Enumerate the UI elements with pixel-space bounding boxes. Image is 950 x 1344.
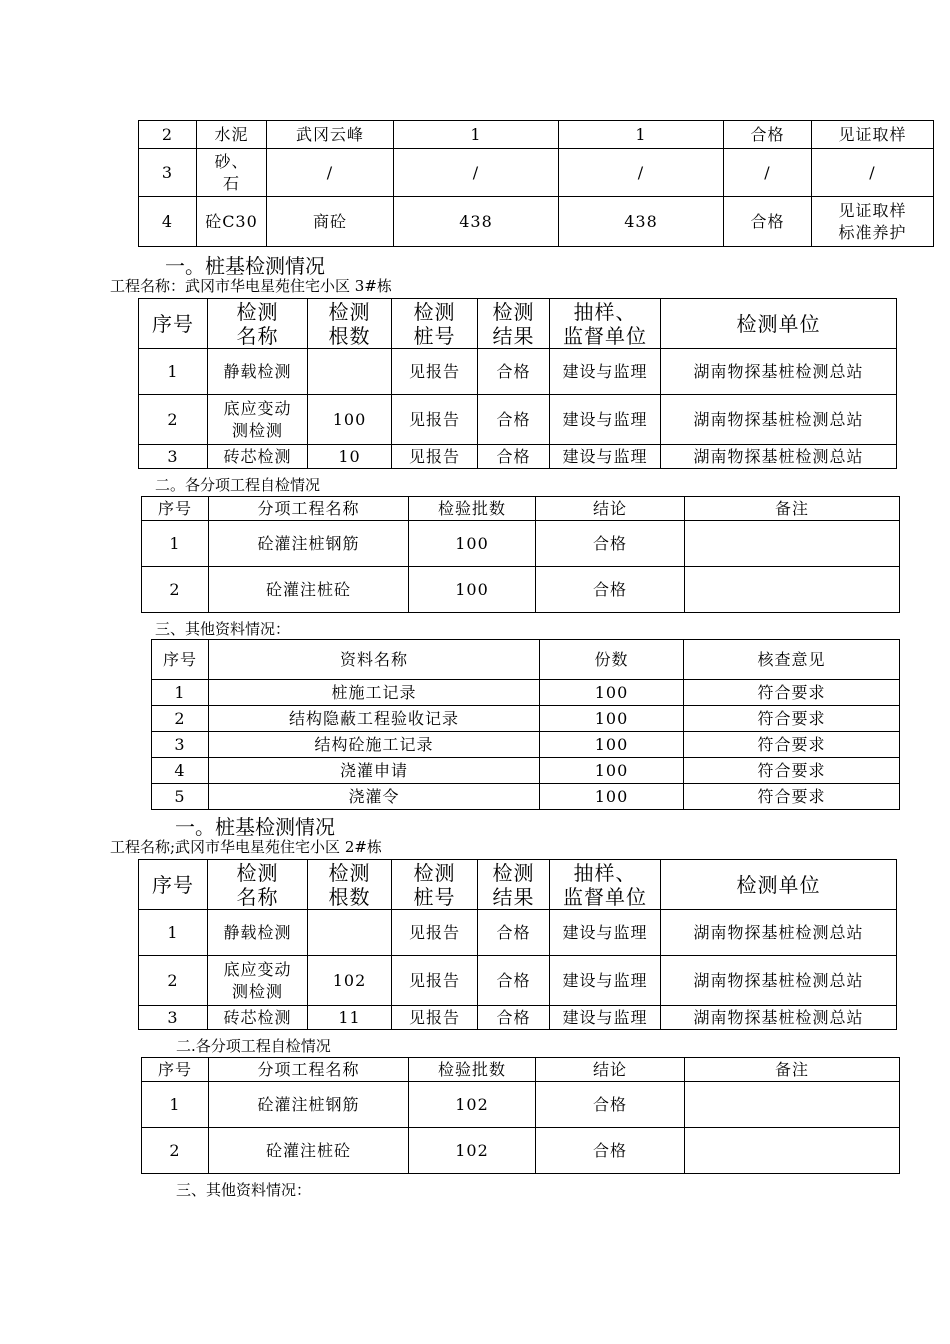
- project-name: 工程名称：武冈市华电星苑住宅小区 3#栋: [110, 277, 392, 295]
- table-cell: 合格: [536, 1128, 685, 1174]
- table-cell: 静载检测: [208, 910, 308, 956]
- table-cell: 3: [139, 149, 197, 197]
- table-cell: 100: [540, 758, 684, 784]
- subitem-section-title: 二。各分项工程自检情况: [155, 476, 321, 494]
- table-cell: 见证取样 标准养护: [812, 197, 934, 247]
- header-cell: 检测单位: [661, 860, 897, 910]
- table-cell: 结构隐蔽工程验收记录: [209, 706, 540, 732]
- table-cell: 2: [142, 1128, 209, 1174]
- table-cell: 见报告: [392, 349, 478, 395]
- header-cell: 检测 结果: [478, 299, 550, 349]
- table-row: [152, 706, 900, 732]
- table-cell: 1: [394, 121, 559, 149]
- table-cell: 100: [540, 732, 684, 758]
- table-cell: /: [724, 149, 812, 197]
- table-row: [139, 197, 934, 247]
- table-cell: 合格: [478, 445, 550, 469]
- table-cell: 湖南物探基桩检测总站: [661, 1006, 897, 1030]
- table-cell: 砼C30: [197, 197, 267, 247]
- table-cell: 2: [139, 956, 208, 1006]
- header-cell: 检验批数: [409, 1058, 536, 1082]
- table-cell: [685, 567, 900, 613]
- subitem-section-title-2: 二.各分项工程自检情况: [176, 1037, 331, 1055]
- table-row: [139, 149, 934, 197]
- header-cell: 序号: [142, 1058, 209, 1082]
- pile-test-table: [138, 298, 897, 469]
- table-cell: 建设与监理: [550, 1006, 661, 1030]
- header-cell: 抽样、 监督单位: [550, 860, 661, 910]
- table-cell: 见证取样: [812, 121, 934, 149]
- table-row: [139, 121, 934, 149]
- table-cell: 湖南物探基桩检测总站: [661, 910, 897, 956]
- table-cell: 建设与监理: [550, 910, 661, 956]
- table-row: [152, 732, 900, 758]
- header-cell: 核查意见: [684, 640, 900, 680]
- table-cell: 见报告: [392, 956, 478, 1006]
- table-cell: 见报告: [392, 395, 478, 445]
- table-cell: 砼灌注桩砼: [209, 567, 409, 613]
- table-cell: /: [812, 149, 934, 197]
- header-cell: 检测 名称: [208, 299, 308, 349]
- table-cell: 见报告: [392, 1006, 478, 1030]
- table-cell: [308, 910, 392, 956]
- table-row: [152, 784, 900, 810]
- header-cell: 检验批数: [409, 497, 536, 521]
- table-cell: 1: [142, 521, 209, 567]
- table-cell: 湖南物探基桩检测总站: [661, 956, 897, 1006]
- table-cell: 102: [409, 1082, 536, 1128]
- table-cell: 见报告: [392, 445, 478, 469]
- table-cell: 湖南物探基桩检测总站: [661, 349, 897, 395]
- table-cell: 砼灌注桩钢筋: [209, 1082, 409, 1128]
- table-cell: 4: [152, 758, 209, 784]
- table-cell: 湖南物探基桩检测总站: [661, 395, 897, 445]
- table-header-row: [142, 1058, 900, 1082]
- table-cell: 10: [308, 445, 392, 469]
- other-section-title: 三、其他资料情况：: [155, 620, 291, 638]
- table-cell: 桩施工记录: [209, 680, 540, 706]
- table-cell: 静载检测: [208, 349, 308, 395]
- table-cell: [685, 1082, 900, 1128]
- table-cell: 浇灌申请: [209, 758, 540, 784]
- header-cell: 检测 桩号: [392, 860, 478, 910]
- table-cell: 砖芯检测: [208, 1006, 308, 1030]
- table-cell: /: [394, 149, 559, 197]
- table-cell: 2: [139, 121, 197, 149]
- table-cell: 合格: [478, 956, 550, 1006]
- table-cell: 砖芯检测: [208, 445, 308, 469]
- table-cell: /: [267, 149, 394, 197]
- table-header-row: [152, 640, 900, 680]
- other-docs-table: [151, 639, 900, 810]
- table-cell: 合格: [478, 1006, 550, 1030]
- table-cell: 见报告: [392, 910, 478, 956]
- table-cell: 符合要求: [684, 732, 900, 758]
- table-cell: 4: [139, 197, 197, 247]
- table-cell: 1: [559, 121, 724, 149]
- project-name-2: 工程名称;武冈市华电星苑住宅小区 2#栋: [110, 838, 382, 856]
- table-cell: 建设与监理: [550, 956, 661, 1006]
- table-cell: 合格: [478, 395, 550, 445]
- table-cell: 建设与监理: [550, 349, 661, 395]
- table-cell: 合格: [536, 521, 685, 567]
- table-cell: 100: [540, 706, 684, 732]
- table-cell: 符合要求: [684, 680, 900, 706]
- table-cell: 100: [308, 395, 392, 445]
- table-cell: 102: [409, 1128, 536, 1174]
- header-cell: 序号: [142, 497, 209, 521]
- header-cell: 检测 桩号: [392, 299, 478, 349]
- table-cell: [308, 349, 392, 395]
- header-cell: 份数: [540, 640, 684, 680]
- table-cell: 2: [142, 567, 209, 613]
- table-row: [142, 1082, 900, 1128]
- table-cell: 湖南物探基桩检测总站: [661, 445, 897, 469]
- header-cell: 检测 名称: [208, 860, 308, 910]
- header-cell: 结论: [536, 1058, 685, 1082]
- table-cell: 水泥: [197, 121, 267, 149]
- table-cell: /: [559, 149, 724, 197]
- table-cell: 合格: [724, 121, 812, 149]
- table-cell: 武冈云峰: [267, 121, 394, 149]
- pile-section-title-2: 一。桩基检测情况: [175, 815, 335, 839]
- table-cell: 符合要求: [684, 706, 900, 732]
- table-cell: 符合要求: [684, 784, 900, 810]
- header-cell: 分项工程名称: [209, 497, 409, 521]
- other-section-title-2: 三、其他资料情况：: [176, 1181, 312, 1199]
- table-cell: 合格: [478, 910, 550, 956]
- header-cell: 序号: [139, 860, 208, 910]
- header-cell: 备注: [685, 1058, 900, 1082]
- subitem-table-2: [141, 1057, 900, 1174]
- table-cell: 5: [152, 784, 209, 810]
- table-cell: [685, 1128, 900, 1174]
- table-cell: 1: [139, 910, 208, 956]
- table-cell: 合格: [724, 197, 812, 247]
- table-cell: 438: [394, 197, 559, 247]
- table-cell: 102: [308, 956, 392, 1006]
- table-row: [142, 567, 900, 613]
- header-cell: 备注: [685, 497, 900, 521]
- pile-test-table-2: [138, 859, 897, 1030]
- header-cell: 序号: [139, 299, 208, 349]
- table-header-row: [142, 497, 900, 521]
- table-cell: 建设与监理: [550, 445, 661, 469]
- header-cell: 序号: [152, 640, 209, 680]
- table-row: [152, 680, 900, 706]
- header-cell: 检测 根数: [308, 860, 392, 910]
- materials-table: [138, 120, 934, 247]
- header-cell: 抽样、 监督单位: [550, 299, 661, 349]
- header-cell: 资料名称: [209, 640, 540, 680]
- table-cell: 1: [139, 349, 208, 395]
- table-header-row: [139, 860, 897, 910]
- table-cell: 100: [409, 521, 536, 567]
- subitem-table: [141, 496, 900, 613]
- table-row: [142, 521, 900, 567]
- table-row: [139, 910, 897, 956]
- table-cell: 合格: [536, 1082, 685, 1128]
- table-header-row: [139, 299, 897, 349]
- header-cell: 检测 根数: [308, 299, 392, 349]
- table-cell: 100: [540, 784, 684, 810]
- table-row: [142, 1128, 900, 1174]
- table-row: [139, 395, 897, 445]
- table-cell: 商砼: [267, 197, 394, 247]
- table-cell: 3: [152, 732, 209, 758]
- table-cell: 2: [152, 706, 209, 732]
- table-cell: 100: [409, 567, 536, 613]
- table-cell: 100: [540, 680, 684, 706]
- header-cell: 检测 结果: [478, 860, 550, 910]
- table-cell: [685, 521, 900, 567]
- header-cell: 分项工程名称: [209, 1058, 409, 1082]
- table-cell: 11: [308, 1006, 392, 1030]
- table-cell: 3: [139, 1006, 208, 1030]
- table-row: [152, 758, 900, 784]
- header-cell: 结论: [536, 497, 685, 521]
- table-cell: 438: [559, 197, 724, 247]
- table-cell: 2: [139, 395, 208, 445]
- pile-section-title: 一。桩基检测情况: [165, 254, 325, 278]
- table-row: [139, 1006, 897, 1030]
- table-cell: 1: [142, 1082, 209, 1128]
- table-cell: 底应变动 测检测: [208, 395, 308, 445]
- table-cell: 浇灌令: [209, 784, 540, 810]
- header-cell: 检测单位: [661, 299, 897, 349]
- table-row: [139, 349, 897, 395]
- table-cell: 3: [139, 445, 208, 469]
- table-cell: 底应变动 测检测: [208, 956, 308, 1006]
- table-cell: 结构砼施工记录: [209, 732, 540, 758]
- table-row: [139, 956, 897, 1006]
- table-cell: 合格: [536, 567, 685, 613]
- table-cell: 砂、 石: [197, 149, 267, 197]
- table-cell: 合格: [478, 349, 550, 395]
- table-cell: 建设与监理: [550, 395, 661, 445]
- table-cell: 符合要求: [684, 758, 900, 784]
- table-cell: 砼灌注桩钢筋: [209, 521, 409, 567]
- table-cell: 1: [152, 680, 209, 706]
- table-cell: 砼灌注桩砼: [209, 1128, 409, 1174]
- table-row: [139, 445, 897, 469]
